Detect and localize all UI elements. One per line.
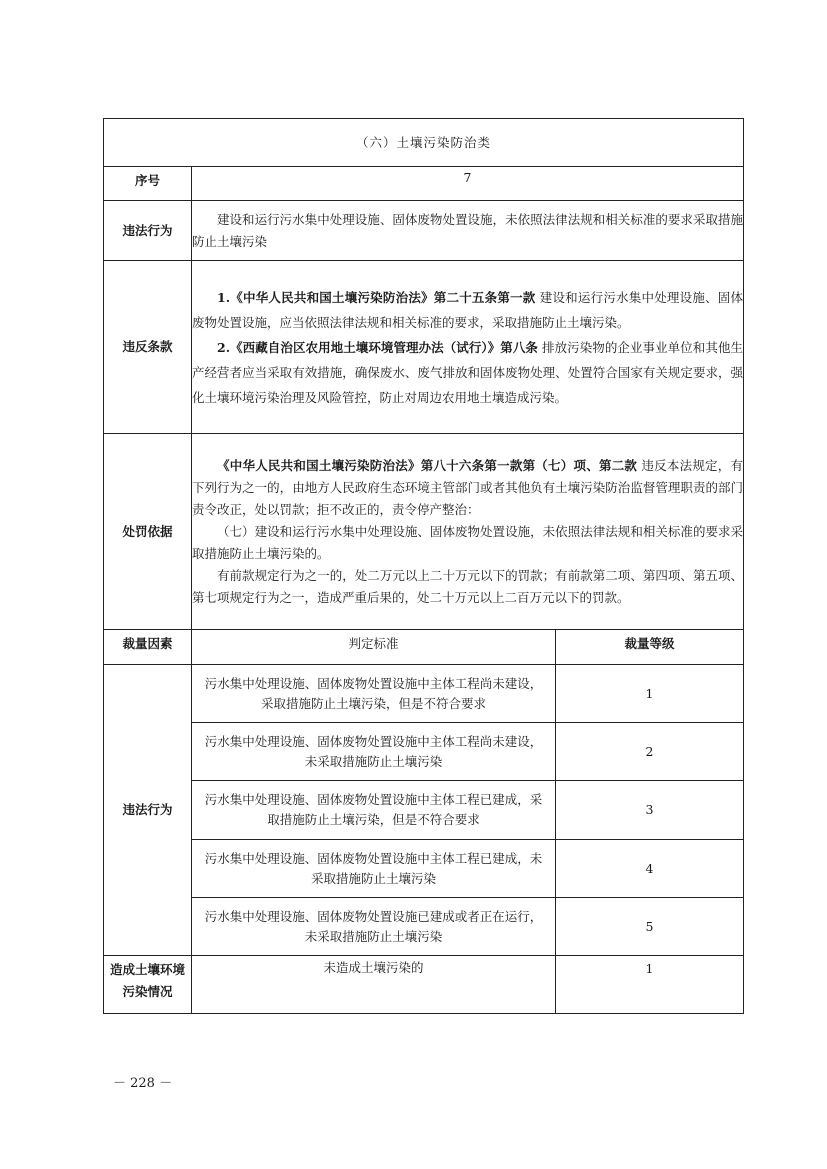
grade-cell: 3	[556, 781, 744, 840]
penalty-law: 《中华人民共和国土壤污染防治法》第八十六条第一款第（七）项、第二款	[217, 457, 638, 473]
section-title: （六）土壤污染防治类	[104, 119, 744, 167]
discretion-row	[104, 665, 744, 723]
seq-value: 7	[192, 167, 744, 201]
criteria-cell: 污水集中处理设施、固体废物处置设施中主体工程已建成，采取措施防止土壤污染，但是不符合要求	[192, 781, 556, 840]
page-number: － 228 －	[113, 1076, 173, 1091]
discretion-row	[104, 898, 744, 956]
criteria-cell: 污水集中处理设施、固体废物处置设施中主体工程已建成，未采取措施防止土壤污染	[192, 840, 556, 898]
criteria-cell: 未造成土壤污染的	[192, 956, 556, 1014]
penalty-standard-table	[103, 118, 744, 1014]
clause-cell	[192, 261, 744, 434]
discretion-row	[104, 956, 744, 1014]
grade-cell: 1	[556, 956, 744, 1014]
penalty-text-1: 违反本法规定，有下列行为之一的，由地方人民政府生态环境主管部门或者其他负有土壤污染防治监督管理职责的部门责令改正，处以罚款；拒不改正的，责令停产整治：	[192, 457, 744, 517]
clause-2-law: 2.《西藏自治区农用地土壤环境管理办法（试行）》第八条	[217, 339, 538, 355]
header-criteria: 判定标准	[192, 630, 556, 665]
group-1-label: 违法行为	[104, 665, 192, 956]
group-2-label: 造成土壤环境污染情况	[104, 956, 192, 1014]
discretion-row	[104, 840, 744, 898]
penalty-text-2: （七）建设和运行污水集中处理设施、固体废物处置设施，未依照法律法规和相关标准的要求采取措施防止土壤污染的。	[192, 523, 744, 561]
clause-1-law: 1.《中华人民共和国土壤污染防治法》第二十五条第一款	[217, 289, 536, 305]
penalty-text-3: 有前款规定行为之一的，处二万元以上二十万元以下的罚款；有前款第二项、第四项、第五项、第七项规定行为之一，造成严重后果的，处二十万元以上二百万元以下的罚款。	[192, 567, 744, 605]
grade-cell: 2	[556, 723, 744, 781]
clause-label: 违反条款	[104, 261, 192, 434]
violation-text: 建设和运行污水集中处理设施、固体废物处置设施，未依照法律法规和相关标准的要求采取措施防止土壤污染	[192, 211, 744, 249]
grade-cell: 4	[556, 840, 744, 898]
grade-cell: 5	[556, 898, 744, 956]
criteria-cell: 污水集中处理设施、固体废物处置设施中主体工程尚未建设，未采取措施防止土壤污染	[192, 723, 556, 781]
criteria-cell: 污水集中处理设施、固体废物处置设施中主体工程尚未建设，采取措施防止土壤污染，但是不符合要求	[192, 665, 556, 723]
penalty-row	[104, 434, 744, 630]
discretion-row	[104, 781, 744, 840]
violation-row	[104, 201, 744, 261]
violation-label: 违法行为	[104, 201, 192, 261]
clause-1-text: 建设和运行污水集中处理设施、固体废物处置设施，应当依照法律法规和相关标准的要求，采取措施防止土壤污染。	[192, 289, 744, 330]
penalty-label: 处罚依据	[104, 434, 192, 630]
criteria-cell: 污水集中处理设施、固体废物处置设施已建成或者正在运行，未采取措施防止土壤污染	[192, 898, 556, 956]
header-factor: 裁量因素	[104, 630, 192, 665]
discretion-header-row	[104, 630, 744, 665]
clause-2	[192, 335, 743, 410]
seq-row	[104, 167, 744, 201]
discretion-row	[104, 723, 744, 781]
penalty-cell	[192, 434, 744, 630]
violation-cell	[192, 201, 744, 261]
grade-cell: 1	[556, 665, 744, 723]
title-row	[104, 119, 744, 167]
clause-row	[104, 261, 744, 434]
clause-2-text: 排放污染物的企业事业单位和其他生产经营者应当采取有效措施，确保废水、废气排放和固体废物处理、处置符合国家有关规定要求，强化土壤环境污染治理及风险管控，防止对周边农用地土壤造成污染。	[192, 339, 744, 405]
header-grade: 裁量等级	[556, 630, 744, 665]
penalty-para-1	[192, 455, 743, 521]
clause-1	[192, 285, 743, 335]
seq-label: 序号	[104, 167, 192, 201]
